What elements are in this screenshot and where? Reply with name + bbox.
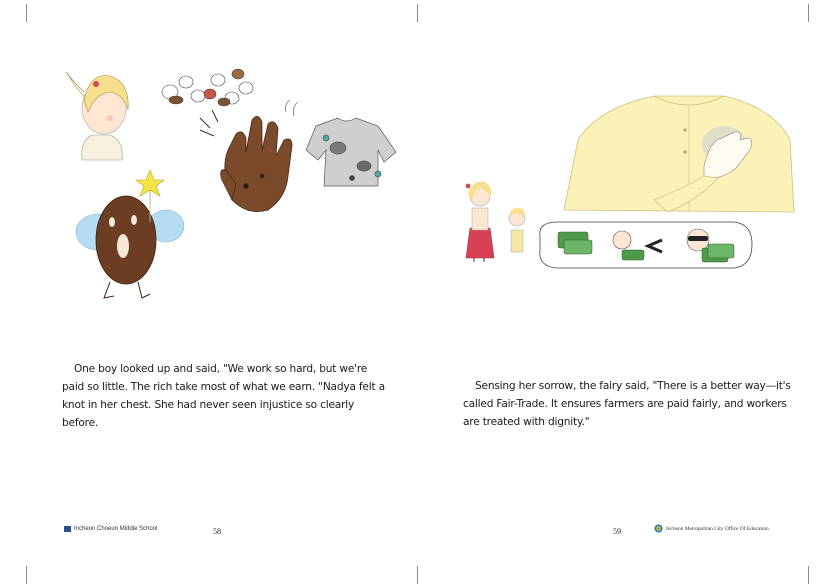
girl-red-dress (466, 182, 494, 262)
man-torso (564, 96, 794, 212)
workers-sketch (162, 69, 253, 106)
school-footer (64, 526, 157, 532)
office-footer (654, 524, 769, 533)
thought-bubble-comparison (540, 222, 752, 268)
dirty-hand (200, 100, 298, 212)
right-page (418, 0, 835, 588)
coffee-bean-fairy (76, 170, 184, 298)
story-paragraph: One boy looked up and said, "We work so hard, but we're paid so little. The rich take most of what we earn. "Nadya felt a knot in her chest. She had never seen injustice so clearly before. (62, 363, 385, 429)
left-illustration (0, 0, 417, 330)
school-logo-icon (64, 526, 71, 532)
office-name: Incheon Metropolitan City Office Of Education (666, 525, 769, 532)
page-number: 58 (213, 527, 221, 536)
page-number: 59 (613, 527, 621, 536)
education-office-logo-icon (654, 524, 663, 533)
dirty-shirt (306, 118, 396, 186)
school-name: Incheon Choeun Middle School (74, 526, 158, 532)
story-paragraph: Sensing her sorrow, the fairy said, "There is a better way—it's called Fair-Trade. It ensures farmers are paid fairly, and workers are treated with dignity." (463, 380, 791, 428)
small-boy (509, 208, 525, 252)
nadya-girl-figure (66, 72, 128, 160)
left-page (0, 0, 417, 588)
right-illustration (418, 0, 835, 330)
